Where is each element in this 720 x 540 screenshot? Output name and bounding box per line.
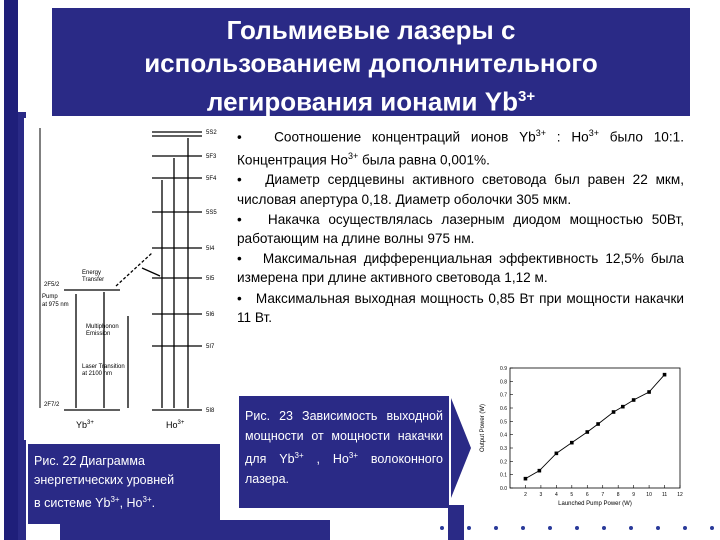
decor-dot [656,526,660,530]
bullet-text: Максимальная выходная мощность 0,85 Вт при мощности накачки 11 Вт. [237,290,684,325]
bullet-text: Накачка осуществлялась лазерным диодом мощностью 50Вт, работающим на длине волны 975 нм. [237,211,684,247]
bullet-marker: • [237,211,242,227]
caption-23-sup-1: 3+ [294,451,304,460]
multiphonon-label-2: Emission [86,331,111,337]
x-tick-label: 11 [661,492,668,498]
svg-text:5S5: 5S5 [206,210,217,216]
x-tick-label: 4 [554,492,558,498]
x-tick-label: 3 [539,492,543,498]
caption-22-line-3c: . [151,496,156,511]
svg-text:5I4: 5I4 [206,246,215,252]
data-point [524,477,528,481]
caption-22-line-3b: , Ho [119,496,143,511]
figure-23-caption [239,396,449,508]
y-tick-label: 0.2 [500,459,507,466]
y-axis-label: Output Power (W) [480,403,486,453]
bullet-text: Максимальная дифференциальная эффективность 12,5% была измерена при длине активного световода 1,12 м. [237,251,684,286]
title-line-3: легирования ионами Yb [206,86,518,117]
x-tick-label: 8 [616,492,620,498]
data-point [596,422,600,426]
svg-text:5I5: 5I5 [206,276,215,282]
y-tick-label: 0.6 [500,406,507,412]
svg-text:5I8: 5I8 [206,408,215,414]
bullet-marker: • [237,129,242,145]
caption-23-text-c: волоконного лазера. [245,452,443,487]
decor-dot [710,526,714,530]
decor-dot [548,526,552,530]
x-tick-label: 12 [677,492,683,498]
y-tick-label: 0.0 [500,486,507,492]
svg-text:5F3: 5F3 [206,154,217,160]
bullet-text: : Ho [546,129,589,145]
decor-dot [683,526,687,530]
pointer-arrow-icon [451,398,473,498]
bullet-item [237,170,684,208]
data-point [612,410,616,414]
energy-transfer-label: Energy [82,270,102,276]
y-tick-label: 0.1 [500,472,507,479]
yb-lower-level-label: 2F7/2 [44,402,60,408]
caption-22-line-2: энергетических уровней [34,473,175,487]
title-line-2: использованием дополнительного [144,48,598,78]
x-tick-label: 10 [646,492,652,498]
data-point [647,390,651,394]
decor-dot [467,526,471,530]
x-tick-label: 5 [570,492,574,498]
bullet-marker: • [237,290,242,306]
series-line [525,375,664,479]
energy-level-diagram [24,118,232,440]
caption-23-text: Рис. 23 Зависимость выходной мощности от мощности накачки для Yb [245,409,443,467]
y-tick-label: 0.4 [500,432,507,439]
bullet-marker: • [237,172,242,188]
data-point [632,398,636,402]
output-power-chart [472,360,688,520]
bullet-list [237,124,684,328]
title-line-1: Гольмиевые лазеры с [226,15,516,45]
bullet-item [237,289,684,327]
pump-label: Pump [42,294,58,300]
data-point [621,405,625,409]
caption-23-sup-2: 3+ [348,451,358,460]
y-tick-label: 0.7 [500,392,507,399]
superscript: 3+ [347,150,359,161]
caption-23-text-b: , Ho [303,452,349,467]
decor-dot [521,526,525,530]
data-point [585,430,589,434]
data-point [663,373,667,377]
x-tick-label: 7 [601,492,605,498]
data-point [538,469,542,473]
x-axis-label: Launched Pump Power (W) [558,501,632,507]
svg-text:5S2: 5S2 [206,130,217,136]
bullet-marker: • [237,251,242,267]
bullet-item [237,210,684,248]
bullet-item [237,249,684,287]
data-point [555,452,559,456]
laser-wavelength-label: at 2100 nm [82,371,113,377]
pump-wavelength-label: at 975 nm [42,302,69,308]
decor-dot [440,526,444,530]
bullet-text: Диаметр сердцевины активного световода был равен 22 мкм, числовая апертура 0,18. Диаметр оболочки 305 мкм. [237,172,684,207]
decor-dot [602,526,606,530]
decor-dot [494,526,498,530]
bullet-text: была равна 0,001%. [358,152,490,168]
ho-ion-label: $Ho^{3+}$ [166,420,185,430]
yb-upper-level-label: 2F5/2 [44,282,60,288]
y-tick-label: 0.3 [500,446,507,452]
bottom-decor-bar-2 [448,505,464,540]
figure-22-caption [28,444,220,524]
caption-22-sup-2: 3+ [142,495,152,504]
caption-22-sup-1: 3+ [110,495,120,504]
multiphonon-label: Multiphonon [86,324,119,330]
x-tick-label: 6 [585,492,589,498]
svg-text:5F4: 5F4 [206,176,217,182]
y-tick-label: 0.9 [500,366,507,372]
superscript: 3+ [535,128,546,138]
bottom-decor-bar [60,520,330,540]
energy-transfer-label-2: Transfer [82,277,105,283]
decor-dot [629,526,633,530]
slide-title [52,14,690,119]
x-tick-label: 9 [632,492,636,498]
svg-text:5I6: 5I6 [206,312,215,318]
y-tick-label: 0.8 [500,379,507,386]
svg-text:5I7: 5I7 [206,344,215,350]
bullet-text: Соотношение концентраций ионов Yb [274,129,536,145]
title-sup: 3+ [517,88,536,105]
left-decor-bar [4,0,18,540]
caption-22-line-1: Рис. 22 Диаграмма [34,454,145,468]
superscript: 3+ [588,128,599,138]
y-tick-label: 0.5 [500,419,507,426]
bullet-item [237,124,684,169]
data-point [570,441,574,445]
laser-transition-label: Laser Transition [82,364,125,370]
caption-22-line-3: в системе Yb [34,496,111,511]
decor-dot [575,526,579,530]
yb-ion-label: $Yb^{3+}$ [76,420,94,430]
bullet-text: было 10:1. Концентрация Ho [237,129,684,168]
x-tick-label: 2 [524,492,527,498]
